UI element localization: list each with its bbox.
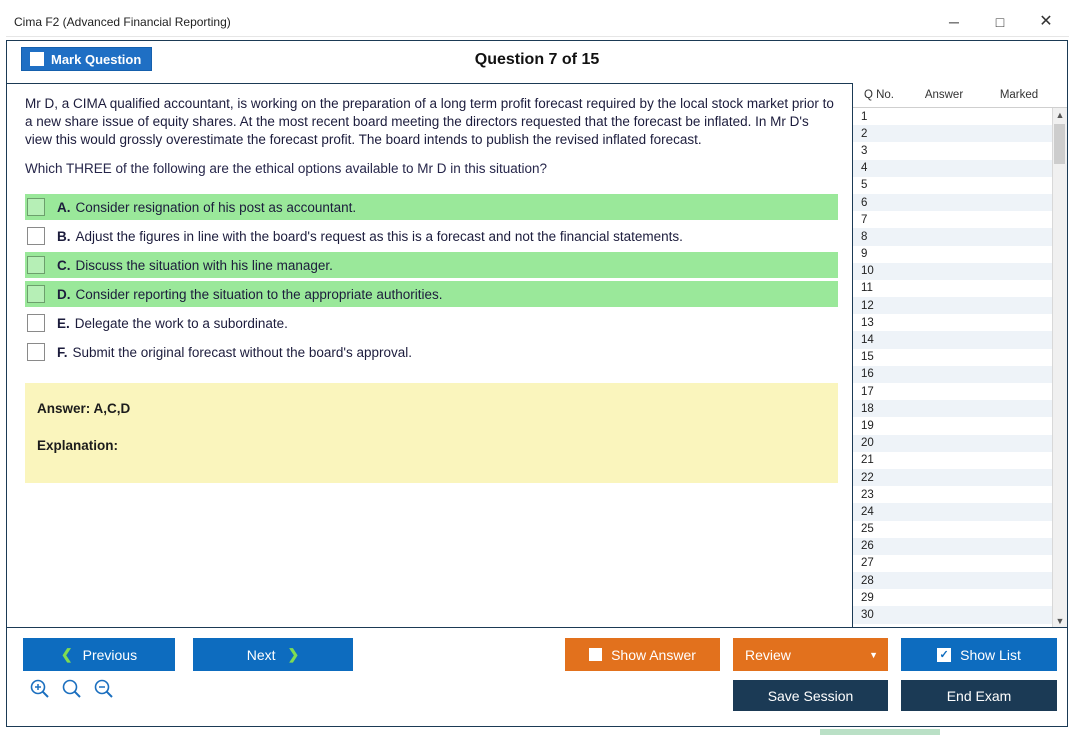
end-exam-button[interactable]: [901, 680, 1057, 711]
table-row[interactable]: [853, 606, 1053, 623]
table-row[interactable]: [853, 331, 1053, 348]
table-row[interactable]: [853, 280, 1053, 297]
row-qno: 22: [861, 471, 874, 484]
minimize-icon[interactable]: ─: [949, 14, 959, 30]
row-qno: 9: [861, 248, 868, 261]
option-e-checkbox[interactable]: [27, 314, 45, 332]
question-ask: Which THREE of the following are the ethical options available to Mr D in this situation?: [25, 161, 548, 177]
zoom-in-icon[interactable]: [29, 678, 51, 700]
save-session-button[interactable]: [733, 680, 888, 711]
option-a-checkbox[interactable]: [27, 198, 45, 216]
show-list-button[interactable]: [901, 638, 1057, 671]
row-qno: 12: [861, 299, 874, 312]
row-qno: 28: [861, 574, 874, 587]
window-title: Cima F2 (Advanced Financial Reporting): [14, 15, 231, 29]
row-qno: 1: [861, 110, 868, 123]
table-row[interactable]: [853, 486, 1053, 503]
table-row[interactable]: [853, 555, 1053, 572]
table-row[interactable]: [853, 142, 1053, 159]
table-row[interactable]: [853, 452, 1053, 469]
scroll-down-icon[interactable]: ▼: [1055, 616, 1065, 626]
option-f-checkbox[interactable]: [27, 343, 45, 361]
row-qno: 8: [861, 230, 868, 243]
stem-paragraph: Mr D, a CIMA qualified accountant, is working on the preparation of a long term profit forecast required by the local stock market prior to a new share issue of equity shares. At the most recent board meeting the directors requested that the forecast be inflated. In Mr D's view this would grossly overestimate the forecast profit. The board intends to publish the revised inflated forecast.: [25, 96, 834, 147]
table-row[interactable]: [853, 435, 1053, 452]
table-row[interactable]: [853, 366, 1053, 383]
row-qno: 10: [861, 265, 874, 278]
table-row[interactable]: [853, 349, 1053, 366]
table-row[interactable]: [853, 246, 1053, 263]
answer-value: Answer: A,C,D: [37, 401, 131, 417]
page-title: Question 7 of 15: [474, 51, 600, 68]
row-qno: 2: [861, 127, 868, 140]
zoom-reset-icon[interactable]: [61, 678, 83, 700]
row-qno: 17: [861, 385, 874, 398]
column-header-answer: Answer: [924, 89, 964, 101]
table-row[interactable]: [853, 538, 1053, 555]
end-exam-label: End Exam: [946, 687, 1012, 704]
chevron-down-icon: ▼: [869, 649, 878, 660]
row-qno: 5: [861, 179, 868, 192]
table-row[interactable]: [853, 589, 1053, 606]
row-qno: 14: [861, 334, 874, 347]
chevron-right-icon: ❯: [287, 646, 300, 662]
option-a-letter: A.: [57, 199, 71, 215]
question-list-rows: [853, 108, 1053, 628]
option-d[interactable]: [25, 281, 838, 307]
row-qno: 3: [861, 144, 868, 157]
answer-explanation-panel: [25, 383, 838, 483]
option-e-text: Delegate the work to a subordinate.: [74, 315, 288, 331]
previous-button[interactable]: [23, 638, 175, 671]
table-row[interactable]: [853, 108, 1053, 125]
row-qno: 25: [861, 523, 874, 536]
question-list-pane: [852, 83, 1067, 628]
option-b[interactable]: [25, 223, 838, 249]
chevron-left-icon: ❮: [60, 646, 73, 662]
question-list-header: [853, 83, 1067, 108]
option-c[interactable]: [25, 252, 838, 278]
question-list-scrollbar[interactable]: [1052, 108, 1067, 628]
table-row[interactable]: [853, 383, 1053, 400]
row-qno: 6: [861, 196, 868, 209]
review-label: Review: [745, 646, 791, 663]
show-answer-label: Show Answer: [611, 646, 696, 663]
option-d-text: Consider reporting the situation to the appropriate authorities.: [75, 286, 443, 302]
table-row[interactable]: [853, 400, 1053, 417]
column-header-marked: Marked: [999, 89, 1039, 101]
exam-content-frame: [6, 40, 1068, 727]
close-icon[interactable]: ✕: [1039, 13, 1053, 30]
option-a-text: Consider resignation of his post as accountant.: [75, 199, 357, 215]
zoom-out-icon[interactable]: [93, 678, 115, 700]
row-qno: 30: [861, 609, 874, 622]
previous-label: Previous: [82, 646, 138, 663]
answer-options-list: [7, 190, 852, 365]
table-row[interactable]: [853, 263, 1053, 280]
question-list-body: [853, 108, 1067, 628]
option-c-letter: C.: [57, 257, 71, 273]
option-b-letter: B.: [57, 228, 71, 244]
scrollbar-thumb[interactable]: [1054, 124, 1065, 164]
row-qno: 18: [861, 402, 874, 415]
mark-question-label: Mark Question: [51, 51, 142, 67]
table-row[interactable]: [853, 228, 1053, 245]
scroll-up-icon[interactable]: ▲: [1055, 110, 1065, 120]
footer-toolbar: [7, 627, 1067, 726]
table-row[interactable]: [853, 177, 1053, 194]
row-qno: 23: [861, 488, 874, 501]
table-row[interactable]: [853, 572, 1053, 589]
question-pane: [7, 83, 852, 628]
taskbar-edge: [820, 729, 940, 735]
table-row[interactable]: [853, 297, 1053, 314]
table-row[interactable]: [853, 194, 1053, 211]
row-qno: 20: [861, 437, 874, 450]
row-qno: 21: [861, 454, 874, 467]
review-dropdown[interactable]: [733, 638, 888, 671]
option-e-letter: E.: [57, 315, 70, 331]
question-stem: [7, 83, 852, 178]
column-header-qno: Q No.: [863, 89, 895, 101]
save-session-label: Save Session: [767, 687, 854, 704]
zoom-controls: [29, 678, 115, 700]
row-qno: 13: [861, 316, 874, 329]
option-c-checkbox[interactable]: [27, 256, 45, 274]
row-qno: 15: [861, 351, 874, 364]
option-d-checkbox[interactable]: [27, 285, 45, 303]
option-d-letter: D.: [57, 286, 71, 302]
row-qno: 4: [861, 162, 868, 175]
option-b-text: Adjust the figures in line with the board's request as this is a forecast and not the financial statements.: [75, 228, 683, 244]
next-label: Next: [246, 646, 276, 663]
show-list-check-icon[interactable]: ✓: [937, 648, 951, 662]
row-qno: 24: [861, 505, 874, 518]
table-row[interactable]: [853, 521, 1053, 538]
row-qno: 19: [861, 419, 874, 432]
option-e[interactable]: [25, 310, 838, 336]
show-list-label: Show List: [960, 646, 1021, 663]
row-qno: 11: [861, 282, 873, 295]
table-row[interactable]: [853, 125, 1053, 142]
table-row[interactable]: [853, 160, 1053, 177]
option-c-text: Discuss the situation with his line manager.: [75, 257, 333, 273]
option-f-text: Submit the original forecast without the board's approval.: [72, 344, 413, 360]
show-answer-button[interactable]: [565, 638, 720, 671]
table-row[interactable]: [853, 417, 1053, 434]
table-row[interactable]: [853, 469, 1053, 486]
option-f[interactable]: [25, 339, 838, 365]
window-controls: [931, 8, 1069, 36]
table-row[interactable]: [853, 314, 1053, 331]
question-header: [7, 41, 1067, 84]
show-answer-checkbox-icon[interactable]: [589, 648, 602, 661]
row-qno: 29: [861, 591, 874, 604]
explanation-label: Explanation:: [37, 438, 119, 454]
title-bar: [6, 8, 1069, 37]
row-qno: 27: [861, 557, 874, 570]
row-qno: 26: [861, 540, 874, 553]
row-qno: 16: [861, 368, 874, 381]
maximize-icon[interactable]: □: [995, 14, 1005, 30]
next-button[interactable]: [193, 638, 353, 671]
option-f-letter: F.: [57, 344, 68, 360]
main-area: [7, 83, 1067, 628]
table-row[interactable]: [853, 503, 1053, 520]
option-a[interactable]: [25, 194, 838, 220]
option-b-checkbox[interactable]: [27, 227, 45, 245]
row-qno: 7: [861, 213, 868, 226]
table-row[interactable]: [853, 211, 1053, 228]
